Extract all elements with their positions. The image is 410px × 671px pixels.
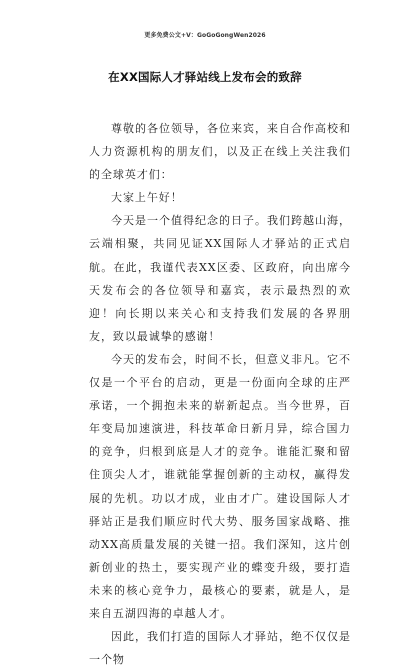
paragraph-greeting: 尊敬的各位领导，各位来宾，来自合作高校和人力资源机构的朋友们，以及正在线上关注我们的全球英才们：: [89, 122, 351, 182]
header-note: 更多免费公文+V：GoGoGongWen2026: [144, 32, 266, 39]
paragraph-good-morning: 大家上午好！: [111, 191, 183, 205]
paragraph-therefore: 因此，我们打造的国际人才驿站，绝不仅仅是一个物: [89, 630, 351, 667]
document-title: 在XX国际人才驿站线上发布会的致辞: [108, 70, 302, 84]
paragraph-significance: 今天的发布会，时间不长，但意义非凡。它不仅是一个平台的启动，更是一份面向全球的庄严承诺，一个拥抱未来的崭新起点。当今世界，百年变局加速演进，科技革命日新月异，综合国力的竞争，归根到底是人才的竞争。谁能汇聚和留住顶尖人才，谁就能掌握创新的主动权，赢得发展的先机。功以才成，业由才广。建设国际人才驿站正是我们顺应时代大势、服务国家战略、推动XX高质量发展的关键一招。我们深知，这片创新创业的热土，要实现产业的蝶变升级，要打造未来的核心竞争力，最核心的要素，就是人，是来自五湖四海的卓越人才。: [89, 352, 351, 620]
document-body: [89, 117, 351, 671]
paragraph-welcome: 今天是一个值得纪念的日子。我们跨越山海，云端相聚，共同见证XX国际人才驿站的正式启航。在此，我谨代表XX区委、区政府，向出席今天发布会的各位领导和嘉宾，表示最热烈的欢迎！向长期以来关心和支持我们发展的各界朋友，致以最诚挚的感谢！: [89, 214, 351, 343]
